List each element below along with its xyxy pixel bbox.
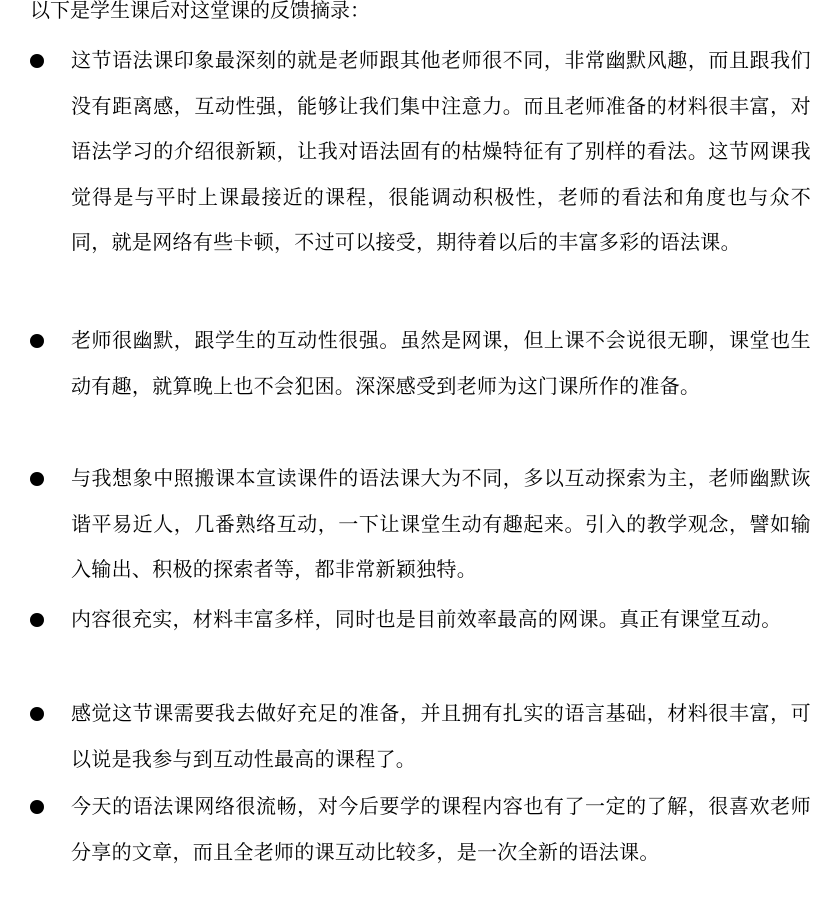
feedback-text: 与我想象中照搬课本宣读课件的语法课大为不同，多以互动探索为主，老师幽默诙谐平易近人，几番熟络互动，一下让课堂生动有趣起来。引入的教学观念，譬如输入输出、积极的探索者等，都非常新颖独特。 xyxy=(71,466,811,581)
bullet-dot-icon xyxy=(30,613,44,627)
feedback-text: 这节语法课印象最深刻的就是老师跟其他老师很不同，非常幽默风趣，而且跟我们没有距离感，互动性强，能够让我们集中注意力。而且老师准备的材料很丰富，对语法学习的介绍很新颖，让我对语法固有的枯燥特征有了别样的看法。这节网课我觉得是与平时上课最接近的课程，很能调动积极性，老师的看法和角度也与众不同，就是网络有些卡顿，不过可以接受，期待着以后的丰富多彩的语法课。 xyxy=(71,48,811,254)
feedback-text: 内容很充实，材料丰富多样，同时也是目前效率最高的网课。真正有课堂互动。 xyxy=(71,607,782,631)
feedback-text: 今天的语法课网络很流畅，对今后要学的课程内容也有了一定的了解，很喜欢老师分享的文章，而且全老师的课互动比较多，是一次全新的语法课。 xyxy=(71,794,811,864)
feedback-text: 感觉这节课需要我去做好充足的准备，并且拥有扎实的语言基础，材料很丰富，可以说是我参与到互动性最高的课程了。 xyxy=(71,701,811,771)
bullet-dot-icon xyxy=(30,54,44,68)
intro-line: 以下是学生课后对这堂课的反馈摘录： xyxy=(30,0,370,22)
bullet-dot-icon xyxy=(30,472,44,486)
bullet-dot-icon xyxy=(30,334,44,348)
bullet-dot-icon xyxy=(30,800,44,814)
bullet-dot-icon xyxy=(30,707,44,721)
feedback-text: 老师很幽默，跟学生的互动性很强。虽然是网课，但上课不会说很无聊，课堂也生动有趣，就算晚上也不会犯困。深深感受到老师为这门课所作的准备。 xyxy=(71,328,811,398)
